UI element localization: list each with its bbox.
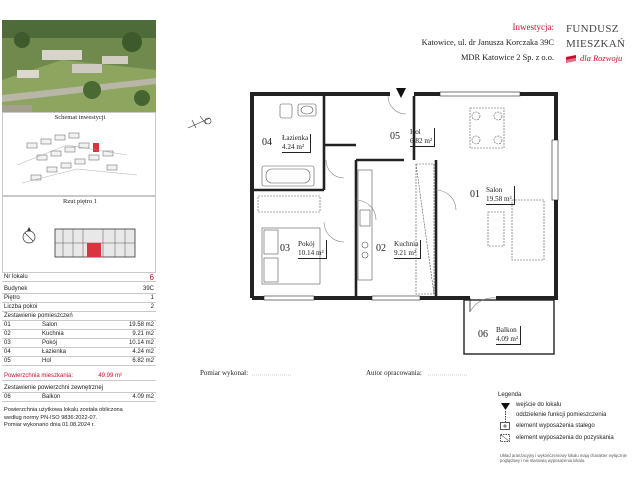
logo-line-3: dla Rozwoju <box>580 53 623 63</box>
total-area-row: Powierzchnia mieszkania: 49.99 m² <box>2 372 156 381</box>
legend-item-optional-equipment: element wyposażenia do pozyskania <box>516 435 614 441</box>
investment-owner: MDR Katowice 2 Sp. z o.o. <box>460 53 554 62</box>
unit-number: 6 <box>149 273 154 282</box>
kitchen-counter <box>358 170 372 280</box>
legend-note: Układ aranżacyjny i wykończeniowy lokalu mają charakter wyłącznie poglądowy i nie stanowią wyposażenia lokalu. <box>500 453 627 464</box>
divider-line-icon <box>501 411 510 422</box>
table-row: 05 Hol 6.82 m2 <box>4 358 154 364</box>
legend <box>498 390 639 450</box>
investment-label: Inwestycja: <box>512 22 554 32</box>
apartment-floor-plan <box>160 82 639 382</box>
north-arrow-icon <box>27 227 31 231</box>
floor-key-plan <box>3 207 157 273</box>
flag-icon <box>566 55 576 63</box>
floor-row: Piętro 1 <box>4 295 154 301</box>
measured-by-label: Pomiar wykonał: <box>200 369 249 377</box>
hall-wardrobe <box>258 164 434 294</box>
rooms-header-row: Zestawienie pomieszczeń <box>2 312 156 321</box>
signature-line <box>252 372 292 378</box>
unit-number-row: Nr lokalu 6 <box>4 273 154 282</box>
salon-furniture <box>470 108 544 260</box>
table-row: 02 Kuchnia 9.21 m2 <box>4 331 154 337</box>
area-notes: Powierzchnia użytkowa lokalu została obliczona według normy PN-ISO 9836:2022-07. Pomiar wykonano dnia 01.08.2024 r. <box>4 407 123 429</box>
table-row: 03 Pokój 10.14 m2 <box>4 340 154 346</box>
total-area-value: 49.99 m² <box>98 373 122 379</box>
entrance-arrow-icon <box>501 403 510 410</box>
legend-item-separation: oddzielenie funkcji pomieszczenia <box>516 412 607 418</box>
signature-line <box>428 372 468 378</box>
site-scheme-title: Schemat inwestycji <box>54 114 106 121</box>
investment-address: Katowice, ul. dr Janusza Korczaka 39C <box>421 38 554 47</box>
legend-item-fixed-equipment: element wyposażenia stałego <box>516 423 595 429</box>
table-row: 04 Łazienka 4.24 m2 <box>4 349 154 355</box>
entrance-arrow-icon <box>396 88 406 98</box>
table-row: 06 Balkon 4.09 m2 <box>4 394 154 400</box>
aerial-photo <box>2 20 156 112</box>
table-row: 01 Salon 19.58 m2 <box>4 322 154 328</box>
rooms-count-row: Liczba pokoi 2 <box>4 304 154 310</box>
building-row: Budynek 39C <box>4 286 154 292</box>
compass-icon <box>188 116 211 128</box>
floor-plan-title: Rzut piętro 1 <box>63 198 97 205</box>
optional-equipment-icon <box>500 434 510 442</box>
fixed-equipment-icon <box>500 422 510 430</box>
prepared-by-label: Autor opracowania: <box>366 369 422 377</box>
logo-line-2: MIESZKAŃ <box>566 38 626 50</box>
legend-item-entrance: wejście do lokalu <box>516 402 562 408</box>
site-scheme-panel <box>2 112 156 196</box>
legend-title: Legenda <box>498 392 522 398</box>
site-scheme-map <box>7 125 153 193</box>
logo-line-1: FUNDUSZ <box>566 23 619 35</box>
outdoor-header-row: Zestawienie powierzchni zewnętrznej <box>2 384 156 393</box>
floor-plan-panel <box>2 196 156 273</box>
